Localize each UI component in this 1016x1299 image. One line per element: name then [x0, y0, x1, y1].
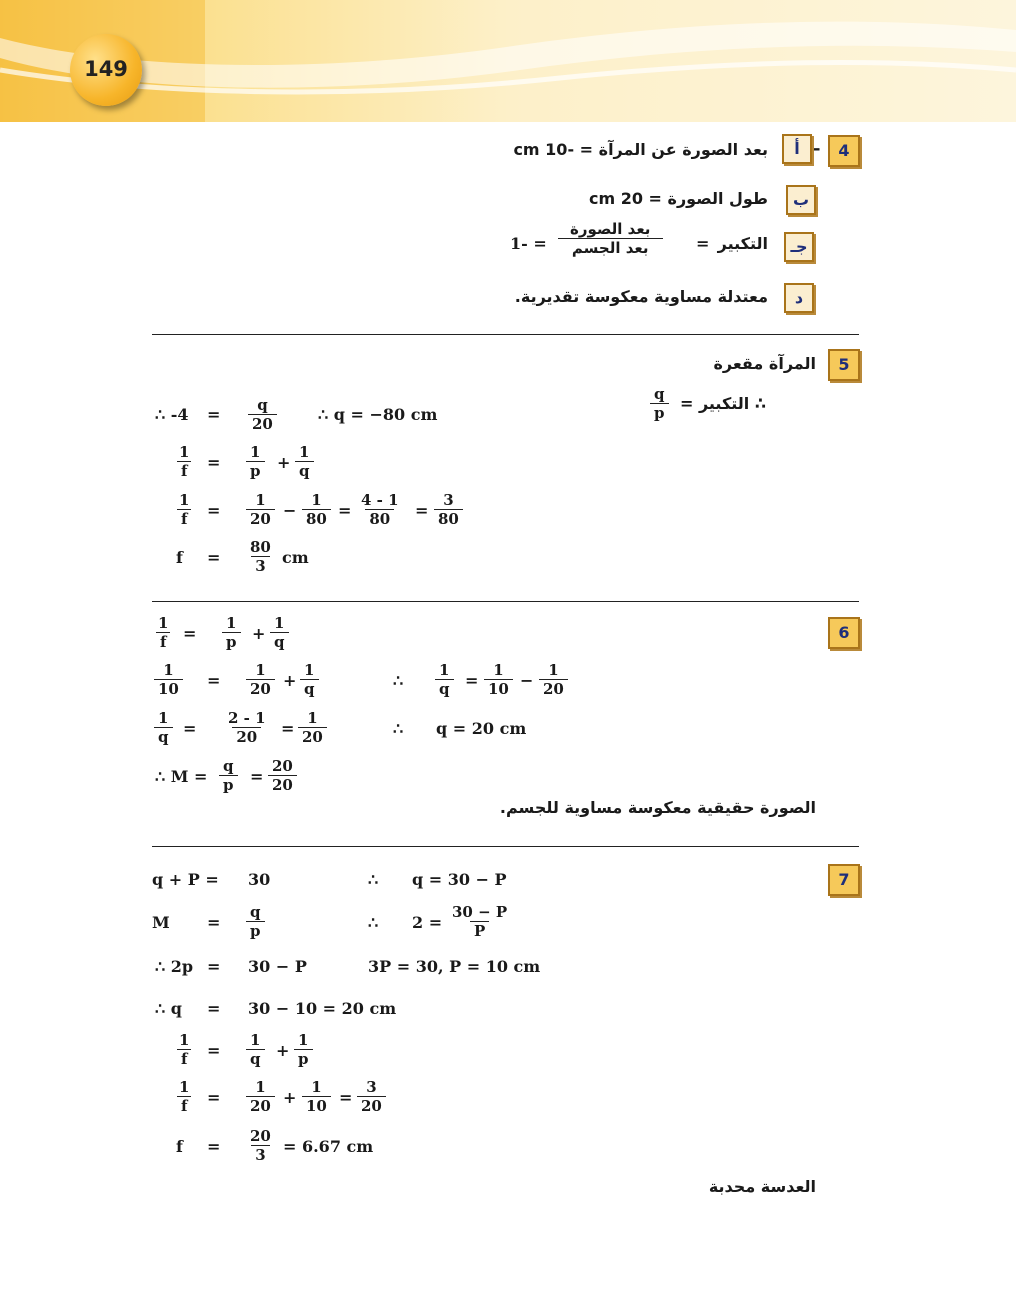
q5-l4-frac	[246, 538, 275, 575]
question-6-badge: 6	[828, 617, 860, 649]
q6-l1-ln: 1	[158, 614, 169, 632]
q5-l3-eq3: =	[415, 501, 429, 520]
q4-a-label: أ	[782, 134, 812, 164]
q5-mag-text: ∴ التكبير =	[679, 394, 766, 413]
question-7-badge: 7	[828, 864, 860, 896]
q7-l6-lhs	[175, 1078, 193, 1115]
divider-1	[152, 334, 859, 335]
q6-l2-cd: 10	[484, 679, 513, 698]
q5-l3-a	[246, 491, 275, 528]
q6-l2-dd: 20	[539, 679, 568, 698]
q7-l5-bn: 1	[298, 1031, 309, 1049]
q4-b-text: طول الصورة = 20 cm	[588, 189, 768, 208]
q5-l3-eq2: =	[338, 501, 352, 520]
q7-l2-bd: P	[470, 921, 489, 940]
q7-l6-b	[302, 1078, 331, 1115]
q7-l7-num: 20	[250, 1127, 271, 1145]
q7-l5-ln: 1	[179, 1031, 190, 1049]
page-header-banner	[0, 0, 1016, 122]
q4-c-label: جـ	[784, 232, 814, 262]
q6-l3-bd: 20	[298, 727, 327, 746]
q6-l3-result: q = 20 cm	[436, 719, 527, 738]
q6-l3-eq: =	[183, 719, 197, 738]
q7-l7-eq: =	[207, 1137, 221, 1156]
q5-l3-dn: 3	[443, 491, 454, 509]
q4-d-label: د	[784, 283, 814, 313]
q6-l2-bn: 1	[304, 661, 315, 679]
q7-l3-lhs: ∴ 2p	[155, 957, 194, 976]
divider-3	[152, 846, 859, 847]
q6-l3-b	[298, 709, 327, 746]
q7-l5-bd: p	[294, 1049, 313, 1068]
q7-l7-frac	[246, 1127, 275, 1164]
q6-l4-b	[268, 757, 297, 794]
q7-l6-bn: 1	[311, 1078, 322, 1096]
q5-l1-den: 20	[248, 414, 277, 433]
q4-b-label: ب	[786, 185, 816, 215]
question-4-badge: 4	[828, 135, 860, 167]
q6-l3-bn: 1	[307, 709, 318, 727]
q6-l2-therefore: ∴	[393, 671, 404, 690]
q5-l1-num: q	[257, 396, 268, 414]
q6-l1-b	[270, 614, 289, 651]
q6-l1-bn: 1	[274, 614, 285, 632]
q5-l4-unit: cm	[282, 548, 309, 567]
q6-l3-ad: 20	[232, 727, 261, 746]
q7-l5-ad: q	[246, 1049, 265, 1068]
q7-l1-val: 30	[248, 870, 271, 889]
q5-l3-dd: 80	[434, 509, 463, 528]
q5-mag-den: p	[650, 403, 669, 422]
q5-l2-an: 1	[250, 443, 261, 461]
q7-l6-cn: 3	[366, 1078, 377, 1096]
q4-c-eq: =	[696, 234, 710, 253]
q6-l1-lhs	[154, 614, 172, 651]
q5-l2-op: +	[277, 453, 291, 472]
q5-l2-bd: q	[295, 461, 314, 480]
q7-l7-lhs: f	[176, 1137, 183, 1156]
q7-l6-eq2: =	[339, 1088, 353, 1107]
q6-l1-bd: q	[270, 632, 289, 651]
q7-conclusion: العدسة محدبة	[708, 1177, 816, 1196]
q6-l2-d	[539, 661, 568, 698]
q6-l3-ld: q	[154, 727, 173, 746]
q4-c-fraction	[556, 220, 664, 257]
q7-l7-result: = 6.67 cm	[283, 1137, 374, 1156]
q6-l4-bn: 20	[272, 757, 293, 775]
q5-l1-result: ∴ q = −80 cm	[318, 405, 438, 424]
q5-l1-frac	[248, 396, 277, 433]
question-5-badge: 5	[828, 349, 860, 381]
q6-l3-ln: 1	[158, 709, 169, 727]
divider-2	[152, 601, 859, 602]
q7-l6-c	[357, 1078, 386, 1115]
q6-l3-lhs	[154, 709, 173, 746]
q7-l2-lhs: M	[152, 913, 170, 932]
q6-l3-therefore: ∴	[393, 719, 404, 738]
q6-l2-dn: 1	[548, 661, 559, 679]
q4-c-den: بعد الجسم	[558, 238, 663, 257]
q5-mag-num: q	[654, 385, 665, 403]
q5-l2-a	[246, 443, 265, 480]
q6-l2-cn: 1	[493, 661, 504, 679]
q5-l2-b	[295, 443, 314, 480]
q7-l6-cd: 20	[357, 1096, 386, 1115]
q6-l2-op: +	[283, 671, 297, 690]
q5-l3-ad: 20	[246, 509, 275, 528]
q4-d-text: معتدلة مساوية معكوسة تقديرية.	[514, 287, 768, 306]
q7-l4-result: 30 − 10 = 20 cm	[248, 999, 397, 1018]
q6-conclusion: الصورة حقيقية معكوسة مساوية للجسم.	[499, 798, 816, 817]
q7-l2-bn: 30 − P	[452, 903, 508, 921]
q5-title: المرآة مقعرة	[713, 354, 816, 373]
q6-l4-a	[219, 757, 238, 794]
q6-l2-an: 1	[255, 661, 266, 679]
q7-l5-op: +	[276, 1041, 290, 1060]
q7-l6-ln: 1	[179, 1078, 190, 1096]
q6-l4-eq: =	[250, 767, 264, 786]
q7-l3-result: 3P = 30, P = 10 cm	[368, 957, 541, 976]
q7-l6-ld: f	[177, 1096, 191, 1115]
q6-l4-an: q	[223, 757, 234, 775]
q5-l2-ld: f	[177, 461, 191, 480]
q5-l2-ln: 1	[179, 443, 190, 461]
q5-mag-frac	[650, 385, 669, 422]
q7-l2-therefore: ∴	[368, 913, 379, 932]
q7-l2-a	[246, 903, 265, 940]
q7-l6-an: 1	[255, 1078, 266, 1096]
q5-l4-eq: =	[207, 548, 221, 567]
q6-l1-a	[222, 614, 241, 651]
q5-l3-ln: 1	[179, 491, 190, 509]
q7-l4-lhs: ∴ q	[155, 999, 182, 1018]
q5-l3-bn: 1	[311, 491, 322, 509]
q4-c-word: التكبير	[717, 234, 768, 253]
q6-l2-ld: 10	[154, 679, 183, 698]
q7-l5-lhs	[175, 1031, 193, 1068]
q6-l4-ad: p	[219, 775, 238, 794]
q7-l4-eq: =	[207, 999, 221, 1018]
q5-l4-lhs: f	[176, 548, 183, 567]
q4-a-text: بعد الصورة عن المرآة = -10 cm	[513, 140, 768, 159]
q5-l2-lhs	[175, 443, 193, 480]
q4-c-result: = -1	[510, 234, 547, 253]
q6-l1-an: 1	[226, 614, 237, 632]
q6-l1-ld: f	[156, 632, 170, 651]
q6-l2-ad: 20	[246, 679, 275, 698]
q5-l1-eq: =	[207, 405, 221, 424]
q5-l2-bn: 1	[299, 443, 310, 461]
q7-l6-ad: 20	[246, 1096, 275, 1115]
q7-l5-an: 1	[250, 1031, 261, 1049]
q7-l7-den: 3	[251, 1145, 269, 1164]
q5-l3-an: 1	[255, 491, 266, 509]
q5-l2-eq: =	[207, 453, 221, 472]
q6-l2-op2: −	[520, 671, 534, 690]
q6-l2-rn: 1	[439, 661, 450, 679]
q5-l3-op: −	[283, 501, 297, 520]
q7-l6-bd: 10	[302, 1096, 331, 1115]
q4-separator: -	[813, 138, 821, 159]
q6-l4-bd: 20	[268, 775, 297, 794]
q5-l3-b	[302, 491, 331, 528]
q6-l2-r	[435, 661, 454, 698]
q7-l2-an: q	[250, 903, 261, 921]
q6-l2-c	[484, 661, 513, 698]
q7-l2-c: 2 =	[412, 913, 443, 932]
q7-l1-therefore: ∴	[368, 870, 379, 889]
q5-l1-lhs: ∴ -4	[155, 405, 189, 424]
q7-l3-eq: =	[207, 957, 221, 976]
q5-l3-ld: f	[177, 509, 191, 528]
q7-l5-b	[294, 1031, 313, 1068]
q7-l2-ad: p	[246, 921, 265, 940]
q5-l4-num: 80	[250, 538, 271, 556]
q6-l2-b	[300, 661, 319, 698]
q6-l2-bd: q	[300, 679, 319, 698]
q7-l1-lhs: q + P =	[152, 870, 219, 889]
q7-l5-eq: =	[207, 1041, 221, 1060]
q5-l3-lhs	[175, 491, 193, 528]
q5-l3-d	[434, 491, 463, 528]
q7-l2-b	[448, 903, 511, 940]
q5-l2-ad: p	[246, 461, 265, 480]
q6-l3-eq2: =	[281, 719, 295, 738]
q6-l2-eq: =	[207, 671, 221, 690]
q6-l2-lhs	[154, 661, 183, 698]
q5-l3-cn: 4 - 1	[361, 491, 399, 509]
q5-l3-eq: =	[207, 501, 221, 520]
q5-l3-c	[357, 491, 403, 528]
q7-l5-ld: f	[177, 1049, 191, 1068]
q6-l1-eq: =	[183, 624, 197, 643]
q7-l6-a	[246, 1078, 275, 1115]
q6-l3-a	[224, 709, 270, 746]
q7-l3-val: 30 − P	[248, 957, 307, 976]
q6-l2-eq2: =	[465, 671, 479, 690]
header-wave-decoration	[0, 0, 1016, 122]
page-number: 149	[84, 57, 128, 81]
q7-l6-eq: =	[207, 1088, 221, 1107]
q5-l3-cd: 80	[365, 509, 394, 528]
q6-l2-rd: q	[435, 679, 454, 698]
q7-l5-a	[246, 1031, 265, 1068]
q6-l2-a	[246, 661, 275, 698]
q4-c-num: بعد الصورة	[570, 220, 651, 238]
q5-l4-den: 3	[251, 556, 269, 575]
q6-l1-op: +	[252, 624, 266, 643]
q6-l4-lhs: ∴ M =	[155, 767, 208, 786]
q6-l1-ad: p	[222, 632, 241, 651]
q7-l6-op: +	[283, 1088, 297, 1107]
q6-l2-ln: 1	[163, 661, 174, 679]
q7-l2-eq: =	[207, 913, 221, 932]
q7-l1-result: q = 30 − P	[412, 870, 507, 889]
q6-l3-an: 2 - 1	[228, 709, 266, 727]
q5-l3-bd: 80	[302, 509, 331, 528]
